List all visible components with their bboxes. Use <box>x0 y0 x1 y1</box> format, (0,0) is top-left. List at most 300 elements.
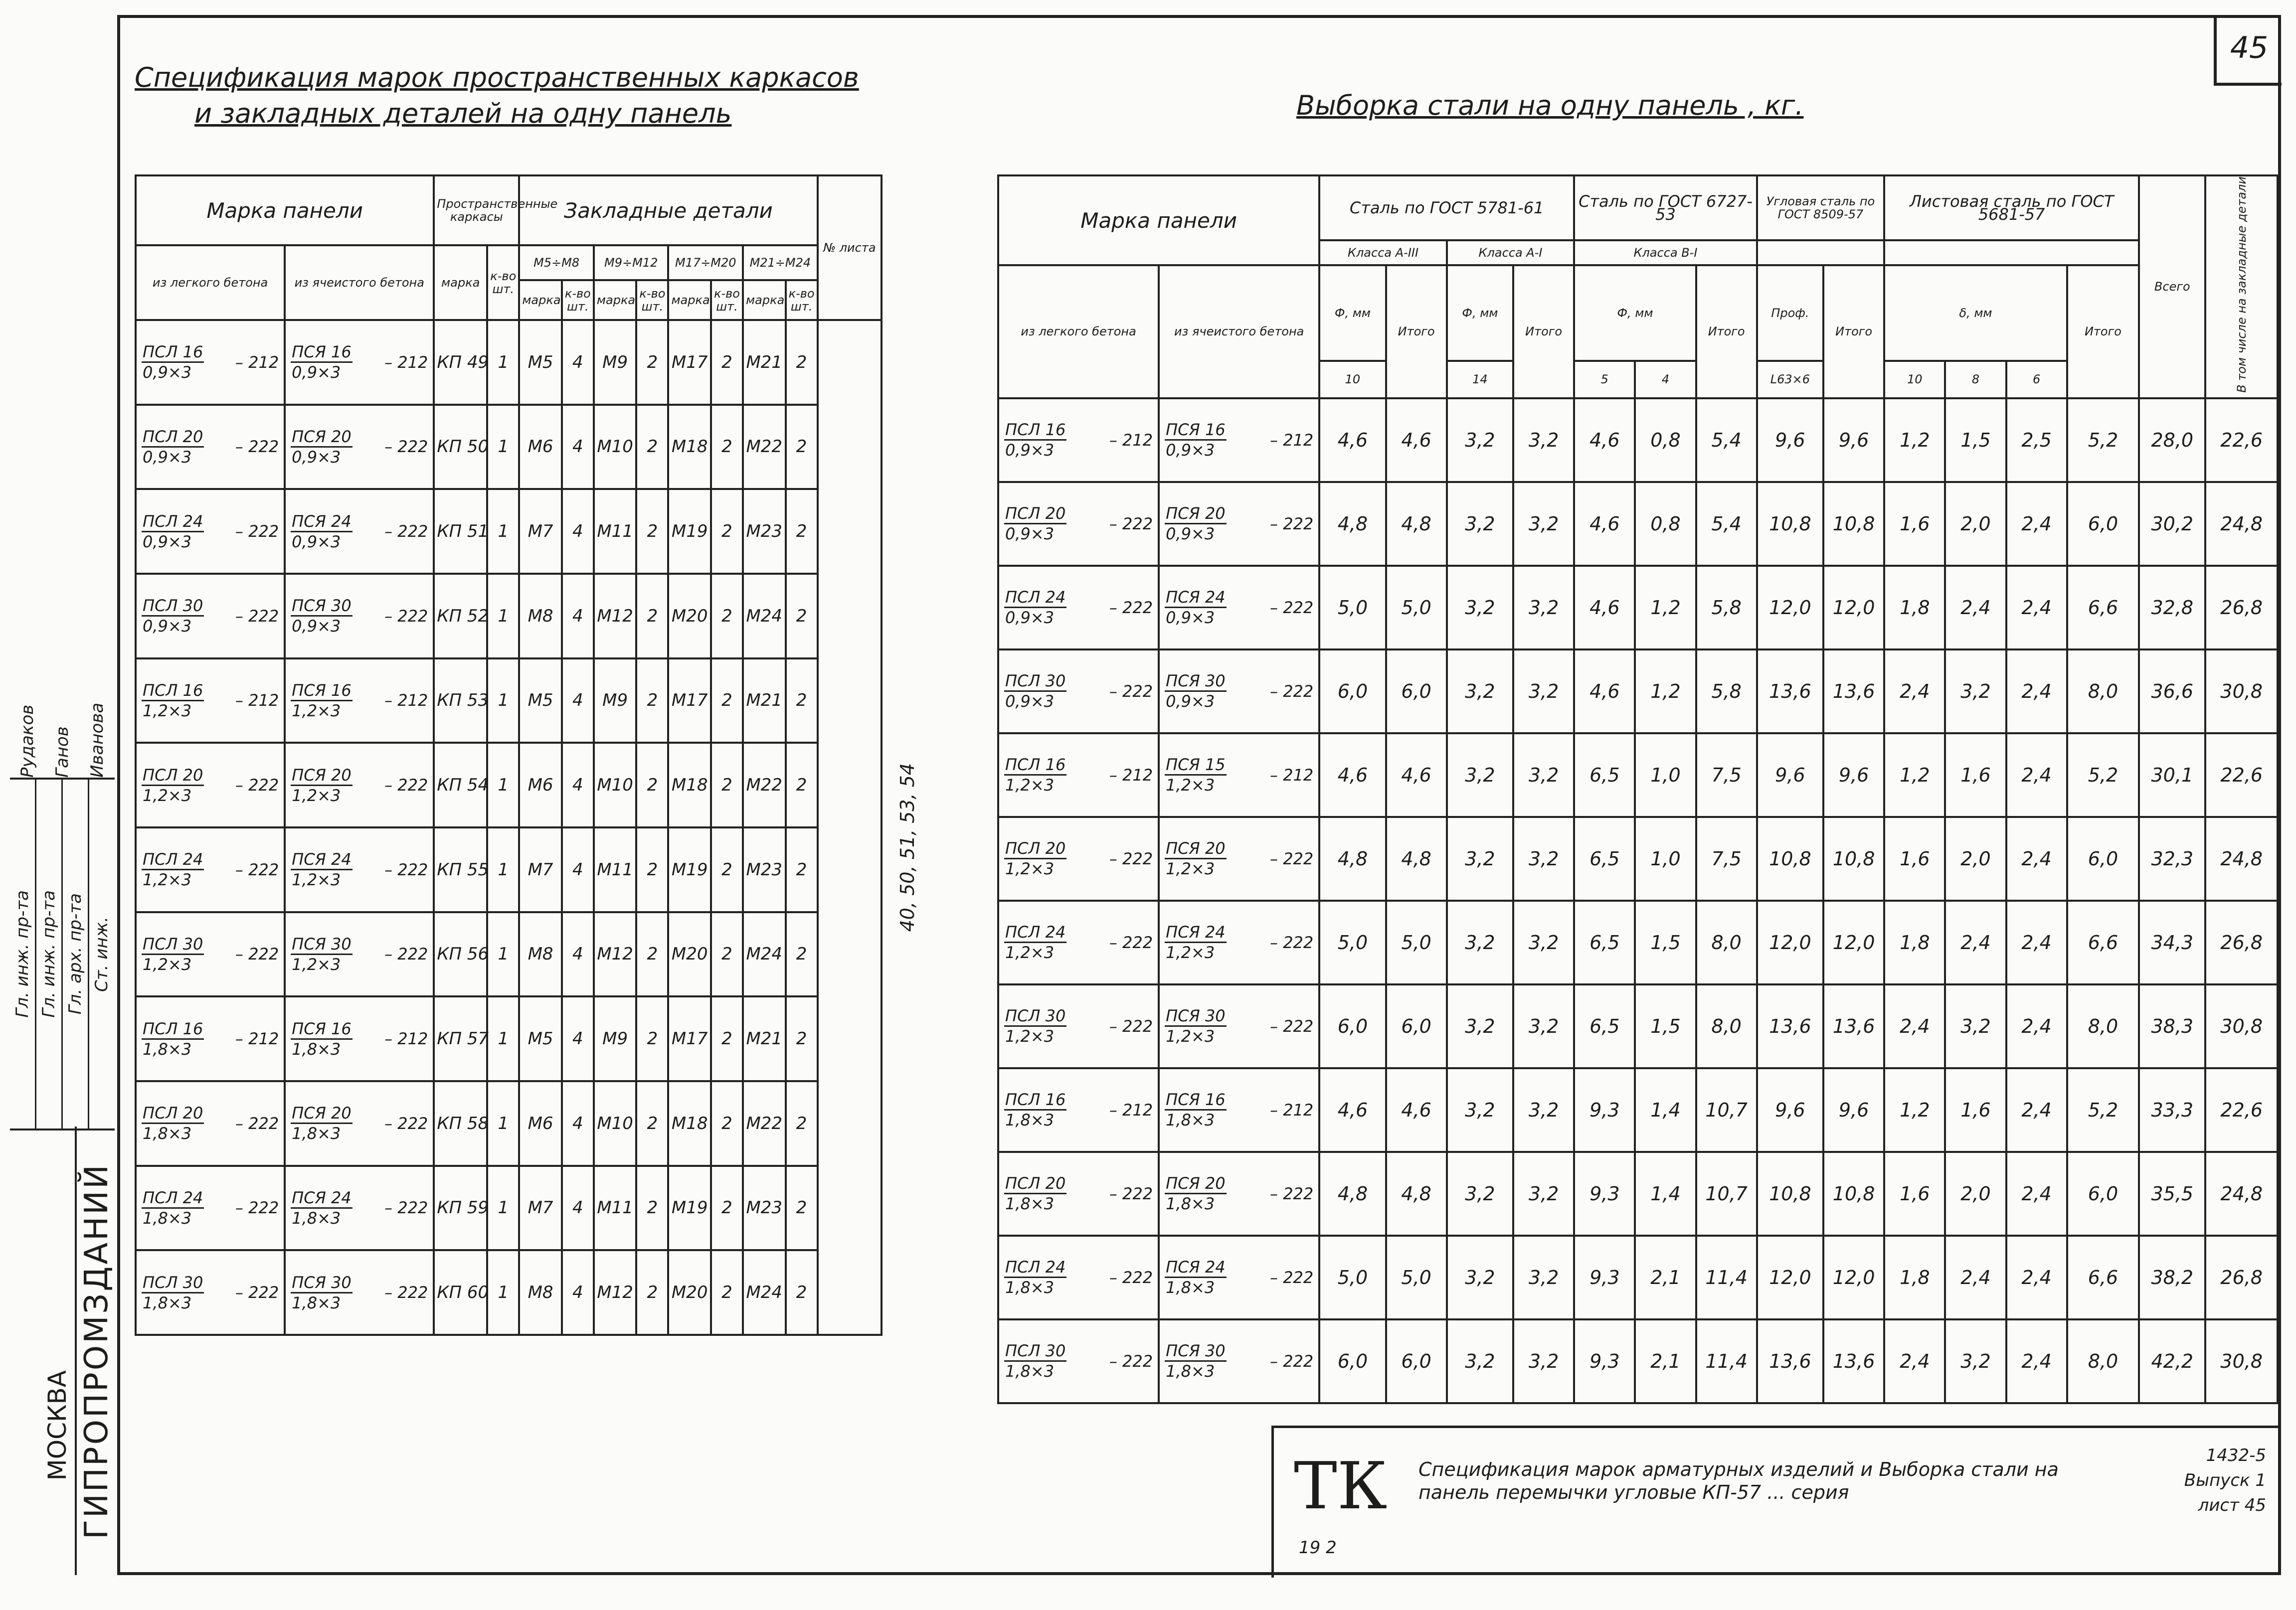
dash: – <box>235 606 249 626</box>
steel-cell-panel <box>1159 566 1319 649</box>
spec-cell-panel <box>285 743 434 827</box>
panel-mark-suffix: 212 <box>1283 430 1314 450</box>
signatory-2: Ганов <box>52 726 72 778</box>
steel-value: 6,0 <box>2067 817 2139 901</box>
steel-value: 2,4 <box>1945 901 2006 984</box>
spec-cell-aq: 4 <box>562 1081 594 1166</box>
steel-value: 7,5 <box>1696 733 1757 817</box>
panel-mark-suffix: 212 <box>248 691 279 710</box>
dash: – <box>1270 514 1283 533</box>
steel-cell-panel <box>1159 1319 1319 1403</box>
steel-header-gost5781: Сталь по ГОСТ 5781-61 <box>1319 175 1574 240</box>
steel-header-mark: Марка панели <box>998 175 1319 265</box>
steel-row <box>998 1236 2278 1319</box>
spec-cell-aq: 4 <box>562 743 594 827</box>
steel-value: 10,8 <box>1757 482 1823 566</box>
steel-cell-panel <box>1159 649 1319 733</box>
panel-mark-numerator: ПСЯ 24 <box>1165 1258 1227 1278</box>
spec-light-panel <box>136 574 285 658</box>
steel-thick-1: 10 <box>1884 361 1945 398</box>
steel-value: 5,2 <box>2067 398 2139 482</box>
steel-value: 4,8 <box>1319 482 1386 566</box>
steel-value: 2,4 <box>1945 1236 2006 1319</box>
spec-header-frame-qty: к-во шт. <box>487 245 519 320</box>
spec-cell-k: КП 52 <box>434 574 487 658</box>
steel-value: 8,0 <box>2067 984 2139 1068</box>
panel-mark-denominator: 0,9×3 <box>292 363 341 382</box>
steel-value: 3,2 <box>1513 901 1574 984</box>
dash: – <box>235 352 249 372</box>
spec-cell-bq: 2 <box>636 1166 668 1251</box>
steel-cell-panel <box>1159 1236 1319 1319</box>
steel-cell-panel <box>1159 482 1319 566</box>
steel-value: 26,8 <box>2205 901 2278 984</box>
panel-mark-suffix: 222 <box>397 1114 428 1133</box>
spec-row <box>136 1166 882 1251</box>
panel-mark-denominator: 0,9×3 <box>143 532 192 551</box>
spec-light-panel <box>136 996 285 1081</box>
spec-table <box>135 174 883 1336</box>
dash: – <box>384 691 398 710</box>
steel-phi-b1: Ф, мм <box>1574 265 1696 361</box>
spec-cell-panel <box>285 658 434 743</box>
steel-value: 12,0 <box>1823 901 1884 984</box>
spec-cell-bq: 2 <box>636 743 668 827</box>
steel-value: 1,5 <box>1945 398 2006 482</box>
panel-mark-denominator: 1,8×3 <box>1005 1111 1055 1130</box>
steel-row <box>998 817 2278 901</box>
panel-mark-numerator: ПСЛ 16 <box>142 342 204 363</box>
dash: – <box>235 1114 249 1133</box>
steel-value: 6,6 <box>2067 566 2139 649</box>
panel-mark-suffix: 222 <box>1122 1268 1153 1287</box>
steel-value: 22,6 <box>2205 398 2278 482</box>
panel-mark-suffix: 222 <box>397 860 428 879</box>
steel-class-a1: Класса А-I <box>1447 240 1575 265</box>
panel-mark-denominator: 1,8×3 <box>292 1293 341 1312</box>
spec-cell-kq: 1 <box>487 574 519 658</box>
panel-mark-denominator: 1,8×3 <box>292 1039 341 1059</box>
sheet-number: 45 <box>2214 18 2282 86</box>
spec-cell-c2q: 2 <box>711 658 743 743</box>
panel-mark-numerator: ПСЯ 16 <box>291 342 353 363</box>
steel-value: 7,5 <box>1696 817 1757 901</box>
spec-cell-bq: 2 <box>636 1250 668 1335</box>
panel-mark-numerator: ПСЯ 24 <box>291 850 353 870</box>
spec-cell-b: M12 <box>594 912 636 997</box>
steel-value: 12,0 <box>1757 566 1823 649</box>
left-table-title <box>135 60 942 132</box>
steel-dia-a1: 14 <box>1447 361 1513 398</box>
dash: – <box>235 1029 249 1049</box>
steel-value: 3,2 <box>1447 984 1513 1068</box>
steel-row <box>998 649 2278 733</box>
steel-value: 2,4 <box>2006 482 2067 566</box>
spec-cell-aq: 4 <box>562 405 594 489</box>
steel-value: 3,2 <box>1513 1152 1574 1236</box>
panel-mark-numerator: ПСЛ 20 <box>142 427 204 448</box>
steel-value: 24,8 <box>2205 817 2278 901</box>
spec-cell-a: M5 <box>519 658 561 743</box>
spec-cell-dq: 2 <box>786 574 818 658</box>
panel-mark-numerator: ПСЯ 20 <box>291 766 353 786</box>
steel-value: 12,0 <box>1823 1236 1884 1319</box>
spec-header-light: из легкого бетона <box>136 245 285 320</box>
spec-light-panel <box>136 658 285 743</box>
steel-value: 2,4 <box>1884 984 1945 1068</box>
steel-value: 1,6 <box>1884 817 1945 901</box>
panel-mark-denominator: 1,2×3 <box>292 701 341 720</box>
dash: – <box>1109 598 1123 617</box>
panel-mark-denominator: 1,2×3 <box>1005 943 1055 963</box>
steel-value: 3,2 <box>1513 984 1574 1068</box>
panel-mark-numerator: ПСЛ 20 <box>142 766 204 786</box>
spec-cell-aq: 4 <box>562 489 594 574</box>
steel-value: 1,6 <box>1945 1068 2006 1152</box>
panel-mark-suffix: 222 <box>1283 1351 1314 1371</box>
steel-value: 32,8 <box>2139 566 2205 649</box>
panel-mark-suffix: 222 <box>248 606 279 626</box>
spec-sub-qty: к-во шт. <box>786 280 818 320</box>
steel-value: 10,8 <box>1757 817 1823 901</box>
steel-dia-a3: 10 <box>1319 361 1386 398</box>
panel-mark-denominator: 0,9×3 <box>1166 692 1215 711</box>
spec-cell-bq: 2 <box>636 1081 668 1166</box>
spec-sub-qty: к-во шт. <box>636 280 668 320</box>
panel-mark-suffix: 222 <box>1283 514 1314 533</box>
dash: – <box>1270 1100 1283 1120</box>
panel-mark-numerator: ПСЛ 30 <box>142 596 204 617</box>
steel-row <box>998 984 2278 1068</box>
dash: – <box>235 1283 249 1302</box>
steel-value: 26,8 <box>2205 1236 2278 1319</box>
spec-cell-a: M6 <box>519 405 561 489</box>
steel-cell-panel <box>1159 817 1319 901</box>
steel-value: 2,0 <box>1945 1152 2006 1236</box>
dash: – <box>1109 1351 1123 1371</box>
spec-cell-a: M8 <box>519 574 561 658</box>
steel-value: 30,8 <box>2205 984 2278 1068</box>
steel-value: 6,0 <box>1319 984 1386 1068</box>
steel-value: 3,2 <box>1447 1319 1513 1403</box>
spec-row <box>136 827 882 912</box>
steel-value: 4,6 <box>1574 482 1635 566</box>
steel-value: 24,8 <box>2205 482 2278 566</box>
spec-light-panel <box>136 1166 285 1251</box>
steel-value: 3,2 <box>1945 1319 2006 1403</box>
steel-cell-panel <box>1159 1152 1319 1236</box>
steel-value: 5,0 <box>1319 901 1386 984</box>
spec-cell-d: M22 <box>743 405 785 489</box>
steel-value: 2,4 <box>2006 1068 2067 1152</box>
steel-value: 2,4 <box>2006 649 2067 733</box>
panel-mark-suffix: 222 <box>397 522 428 541</box>
spec-cell-dq: 2 <box>786 1166 818 1251</box>
panel-mark-denominator: 1,2×3 <box>1005 859 1055 879</box>
panel-mark-numerator: ПСЛ 16 <box>1004 420 1066 441</box>
steel-class-b1: Класса В-I <box>1574 240 1757 265</box>
steel-thick-3: 6 <box>2006 361 2067 398</box>
spec-cell-bq: 2 <box>636 996 668 1081</box>
panel-mark-suffix: 222 <box>1283 598 1314 617</box>
steel-value: 2,4 <box>2006 984 2067 1068</box>
panel-mark-suffix: 222 <box>1122 933 1153 952</box>
steel-value: 2,0 <box>1945 482 2006 566</box>
panel-mark-numerator: ПСЛ 16 <box>142 1019 204 1040</box>
dash: – <box>1270 430 1283 450</box>
steel-value: 1,4 <box>1635 1152 1696 1236</box>
steel-light-panel <box>998 398 1159 482</box>
panel-mark-numerator: ПСЯ 20 <box>1165 1174 1227 1194</box>
steel-value: 6,6 <box>2067 901 2139 984</box>
steel-value: 6,0 <box>1386 1319 1447 1403</box>
steel-value: 10,7 <box>1696 1152 1757 1236</box>
steel-itogo-angle: Итого <box>1823 265 1884 398</box>
steel-value: 22,6 <box>2205 733 2278 817</box>
spec-sub-qty: к-во шт. <box>711 280 743 320</box>
dash: – <box>235 522 249 541</box>
panel-mark-numerator: ПСЯ 30 <box>291 935 353 955</box>
steel-value: 12,0 <box>1823 566 1884 649</box>
panel-mark-denominator: 0,9×3 <box>1166 441 1215 460</box>
panel-mark-suffix: 212 <box>397 352 428 372</box>
stamp-code-series: 1432-5 <box>2206 1446 2266 1465</box>
steel-value: 6,0 <box>2067 1152 2139 1236</box>
spec-light-panel <box>136 1250 285 1335</box>
panel-mark-numerator: ПСЯ 30 <box>1165 671 1227 692</box>
steel-row <box>998 1319 2278 1403</box>
steel-value: 3,2 <box>1945 649 2006 733</box>
steel-dia-b1b: 4 <box>1635 361 1696 398</box>
spec-cell-dq: 2 <box>786 1250 818 1335</box>
spec-cell-a: M7 <box>519 827 561 912</box>
panel-mark-numerator: ПСЛ 30 <box>1004 1341 1066 1362</box>
steel-value: 4,6 <box>1319 733 1386 817</box>
steel-value: 38,3 <box>2139 984 2205 1068</box>
steel-header-gost6727: Сталь по ГОСТ 6727-53 <box>1574 175 1757 240</box>
spec-cell-c2q: 2 <box>711 405 743 489</box>
steel-value: 2,4 <box>2006 1152 2067 1236</box>
steel-value: 2,4 <box>2006 566 2067 649</box>
spec-header-frame-mark: марка <box>434 245 487 320</box>
panel-mark-suffix: 222 <box>248 1283 279 1302</box>
spec-cell-d: M23 <box>743 827 785 912</box>
panel-mark-suffix: 222 <box>1122 1351 1153 1371</box>
panel-mark-denominator: 1,2×3 <box>143 701 192 720</box>
steel-light-panel <box>998 817 1159 901</box>
spec-cell-dq: 2 <box>786 912 818 997</box>
panel-mark-denominator: 0,9×3 <box>143 617 192 636</box>
spec-sheets-cell <box>818 320 882 1335</box>
panel-mark-suffix: 222 <box>1122 598 1153 617</box>
spec-cell-aq: 4 <box>562 320 594 405</box>
steel-value: 36,6 <box>2139 649 2205 733</box>
panel-mark-suffix: 222 <box>1122 1184 1153 1203</box>
steel-angle-gost-no <box>1757 240 1884 265</box>
panel-mark-denominator: 1,8×3 <box>1166 1362 1215 1381</box>
panel-mark-suffix: 212 <box>1283 765 1314 785</box>
panel-mark-suffix: 222 <box>1283 933 1314 952</box>
spec-light-panel <box>136 912 285 997</box>
spec-cell-bq: 2 <box>636 912 668 997</box>
steel-header-light: из легкого бетона <box>998 265 1159 398</box>
spec-cell-dq: 2 <box>786 489 818 574</box>
spec-cell-panel <box>285 996 434 1081</box>
stamp-sub: 19 2 <box>1299 1538 1337 1558</box>
spec-cell-dq: 2 <box>786 405 818 489</box>
spec-row <box>136 912 882 997</box>
spec-sub-mark: марка <box>519 280 561 320</box>
spec-cell-panel <box>285 1166 434 1251</box>
panel-mark-suffix: 222 <box>397 606 428 626</box>
steel-value: 2,4 <box>2006 1236 2067 1319</box>
steel-value: 1,8 <box>1884 1236 1945 1319</box>
steel-value: 9,6 <box>1757 1068 1823 1152</box>
org-city: МОСКВА <box>43 1370 72 1481</box>
spec-cell-dq: 2 <box>786 996 818 1081</box>
spec-cell-bq: 2 <box>636 405 668 489</box>
panel-mark-suffix: 222 <box>397 945 428 964</box>
steel-value: 10,8 <box>1823 482 1884 566</box>
panel-mark-suffix: 222 <box>248 860 279 879</box>
right-table-title: Выборка стали на одну панель , кг. <box>1296 90 1804 121</box>
spec-cell-bq: 2 <box>636 658 668 743</box>
spec-group-2: M9÷M12 <box>594 245 669 280</box>
spec-cell-dq: 2 <box>786 827 818 912</box>
title-block-strip <box>0 179 117 1575</box>
panel-mark-numerator: ПСЛ 20 <box>142 1104 204 1124</box>
spec-cell-b: M11 <box>594 827 636 912</box>
panel-mark-denominator: 1,2×3 <box>1005 1027 1055 1046</box>
steel-value: 1,2 <box>1884 1068 1945 1152</box>
steel-value: 0,8 <box>1635 482 1696 566</box>
dash: – <box>384 1029 398 1049</box>
dash: – <box>235 437 249 457</box>
spec-cell-c2q: 2 <box>711 489 743 574</box>
panel-mark-numerator: ПСЯ 20 <box>291 427 353 448</box>
panel-mark-numerator: ПСЯ 20 <box>291 1104 353 1124</box>
steel-value: 4,6 <box>1319 398 1386 482</box>
steel-value: 32,3 <box>2139 817 2205 901</box>
panel-mark-numerator: ПСЛ 24 <box>142 512 204 532</box>
spec-light-panel <box>136 405 285 489</box>
spec-cell-aq: 4 <box>562 996 594 1081</box>
spec-cell-b: M10 <box>594 1081 636 1166</box>
steel-value: 3,2 <box>1447 733 1513 817</box>
steel-value: 8,0 <box>1696 901 1757 984</box>
steel-value: 9,3 <box>1574 1319 1635 1403</box>
spec-cell-b: M10 <box>594 405 636 489</box>
spec-row <box>136 574 882 658</box>
spec-cell-c2: M19 <box>668 1166 710 1251</box>
steel-class-a3: Класса А-III <box>1319 240 1446 265</box>
steel-value: 9,6 <box>1823 733 1884 817</box>
spec-cell-c2: M18 <box>668 405 710 489</box>
steel-value: 6,0 <box>2067 482 2139 566</box>
spec-cell-k: КП 55 <box>434 827 487 912</box>
steel-value: 3,2 <box>1513 566 1574 649</box>
panel-mark-denominator: 1,2×3 <box>1166 776 1215 795</box>
steel-cell-panel <box>1159 733 1319 817</box>
panel-mark-numerator: ПСЛ 20 <box>1004 839 1066 859</box>
dash: – <box>1270 681 1283 701</box>
steel-value: 13,6 <box>1823 649 1884 733</box>
dash: – <box>384 860 398 879</box>
spec-cell-dq: 2 <box>786 1081 818 1166</box>
steel-value: 1,0 <box>1635 733 1696 817</box>
role-2: Гл. инж. пр-та <box>39 890 59 1018</box>
steel-value: 30,1 <box>2139 733 2205 817</box>
steel-value: 35,5 <box>2139 1152 2205 1236</box>
steel-value: 6,5 <box>1574 984 1635 1068</box>
panel-mark-denominator: 0,9×3 <box>1005 692 1055 711</box>
steel-light-panel <box>998 566 1159 649</box>
steel-value: 1,5 <box>1635 901 1696 984</box>
panel-mark-denominator: 1,8×3 <box>1166 1278 1215 1297</box>
panel-mark-denominator: 1,2×3 <box>1166 859 1215 879</box>
panel-mark-denominator: 0,9×3 <box>143 447 192 467</box>
spec-header-sheet: № листа <box>818 175 882 320</box>
steel-header-cell: из ячеистого бетона <box>1159 265 1319 398</box>
steel-light-panel <box>998 1319 1159 1403</box>
dash: – <box>1109 1268 1123 1287</box>
panel-mark-numerator: ПСЯ 15 <box>1165 755 1227 776</box>
panel-mark-denominator: 1,8×3 <box>1005 1362 1055 1381</box>
dash: – <box>384 1114 398 1133</box>
panel-mark-numerator: ПСЛ 30 <box>1004 1006 1066 1027</box>
panel-mark-denominator: 0,9×3 <box>1005 441 1055 460</box>
steel-value: 30,8 <box>2205 1319 2278 1403</box>
panel-mark-suffix: 212 <box>397 691 428 710</box>
spec-cell-kq: 1 <box>487 405 519 489</box>
steel-cell-panel <box>1159 1068 1319 1152</box>
steel-value: 33,3 <box>2139 1068 2205 1152</box>
spec-header-mark: Марка панели <box>136 175 434 245</box>
steel-value: 5,0 <box>1319 566 1386 649</box>
steel-value: 4,6 <box>1574 566 1635 649</box>
spec-light-panel <box>136 743 285 827</box>
spec-cell-b: M9 <box>594 320 636 405</box>
panel-mark-suffix: 222 <box>1122 1016 1153 1036</box>
dash: – <box>235 860 249 879</box>
steel-value: 30,2 <box>2139 482 2205 566</box>
steel-value: 9,3 <box>1574 1152 1635 1236</box>
steel-thick-2: 8 <box>1945 361 2006 398</box>
steel-value: 3,2 <box>1447 1236 1513 1319</box>
spec-cell-b: M12 <box>594 1250 636 1335</box>
steel-value: 1,8 <box>1884 901 1945 984</box>
steel-light-panel <box>998 984 1159 1068</box>
steel-value: 4,8 <box>1319 1152 1386 1236</box>
panel-mark-denominator: 1,2×3 <box>1166 1027 1215 1046</box>
steel-value: 5,0 <box>1386 901 1447 984</box>
spec-row <box>136 405 882 489</box>
steel-cell-panel <box>1159 398 1319 482</box>
spec-cell-aq: 4 <box>562 1166 594 1251</box>
panel-mark-denominator: 0,9×3 <box>1166 524 1215 544</box>
steel-value: 2,4 <box>2006 817 2067 901</box>
dash: – <box>1109 681 1123 701</box>
dash: – <box>1270 1268 1283 1287</box>
panel-mark-numerator: ПСЯ 30 <box>1165 1006 1227 1027</box>
spec-cell-b: M9 <box>594 658 636 743</box>
steel-value: 1,6 <box>1884 482 1945 566</box>
steel-row <box>998 733 2278 817</box>
panel-mark-suffix: 222 <box>248 437 279 457</box>
spec-cell-aq: 4 <box>562 912 594 997</box>
dash: – <box>1270 1016 1283 1036</box>
steel-value: 10,7 <box>1696 1068 1757 1152</box>
